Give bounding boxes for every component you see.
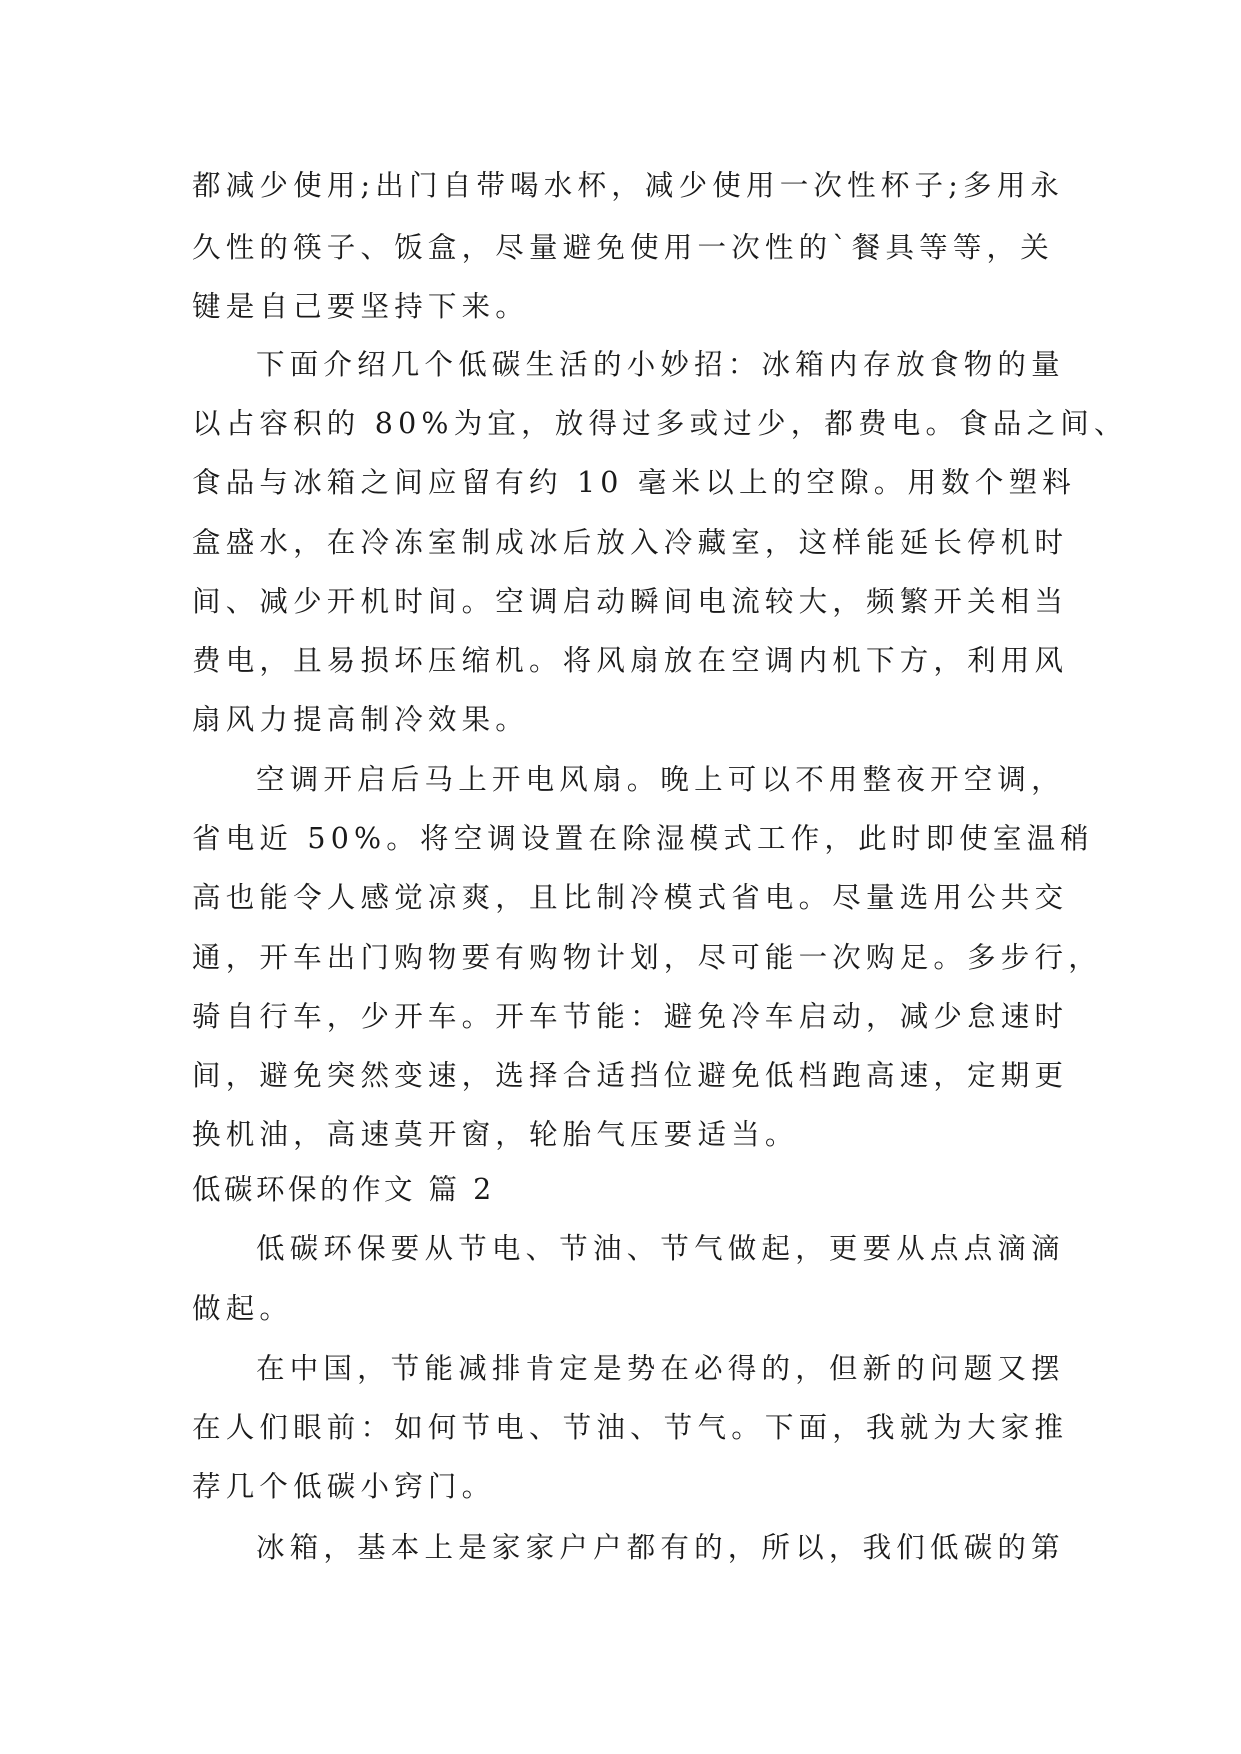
text-line: 通，开车出门购物要有购物计划，尽可能一次购足。多步行， <box>192 941 1102 974</box>
paragraph-first-line: 低碳环保要从节电、节油、节气做起，更要从点点滴滴 <box>256 1232 1065 1265</box>
text-line: 以占容积的 80%为宜，放得过多或过少，都费电。食品之间、 <box>192 407 1128 440</box>
text-line: 高也能令人感觉凉爽，且比制冷模式省电。尽量选用公共交 <box>192 881 1069 914</box>
text-line: 盒盛水，在冷冻室制成冰后放入冷藏室，这样能延长停机时 <box>192 526 1069 559</box>
paragraph-first-line: 冰箱，基本上是家家户户都有的，所以，我们低碳的第 <box>256 1531 1065 1564</box>
text-line: 都减少使用;出门自带喝水杯，减少使用一次性杯子;多用永 <box>192 169 1065 202</box>
text-line: 扇风力提高制冷效果。 <box>192 703 530 736</box>
text-line: 键是自己要坚持下来。 <box>192 290 530 323</box>
text-line: 做起。 <box>192 1292 294 1325</box>
text-line: 费电，且易损坏压缩机。将风扇放在空调内机下方，利用风 <box>192 644 1069 677</box>
text-line: 食品与冰箱之间应留有约 10 毫米以上的空隙。用数个塑料 <box>192 466 1076 499</box>
paragraph-first-line: 空调开启后马上开电风扇。晚上可以不用整夜开空调， <box>256 763 1065 796</box>
text-line: 间，避免突然变速，选择合适挡位避免低档跑高速，定期更 <box>192 1059 1069 1092</box>
paragraph-first-line: 在中国，节能减排肯定是势在必得的，但新的问题又摆 <box>256 1352 1065 1385</box>
text-line: 换机油，高速莫开窗，轮胎气压要适当。 <box>192 1118 799 1151</box>
text-line: 骑自行车，少开车。开车节能：避免冷车启动，减少怠速时 <box>192 1000 1069 1033</box>
text-line: 省电近 50%。将空调设置在除湿模式工作，此时即使室温稍 <box>192 822 1095 855</box>
text-line: 在人们眼前：如何节电、节油、节气。下面，我就为大家推 <box>192 1411 1069 1444</box>
text-line: 荐几个低碳小窍门。 <box>192 1470 496 1503</box>
section-heading: 低碳环保的作文 篇 2 <box>192 1173 495 1206</box>
text-line: 久性的筷子、饭盒，尽量避免使用一次性的`餐具等等，关 <box>192 231 1054 264</box>
text-line: 间、减少开机时间。空调启动瞬间电流较大，频繁开关相当 <box>192 585 1069 618</box>
paragraph-first-line: 下面介绍几个低碳生活的小妙招：冰箱内存放食物的量 <box>256 348 1065 381</box>
